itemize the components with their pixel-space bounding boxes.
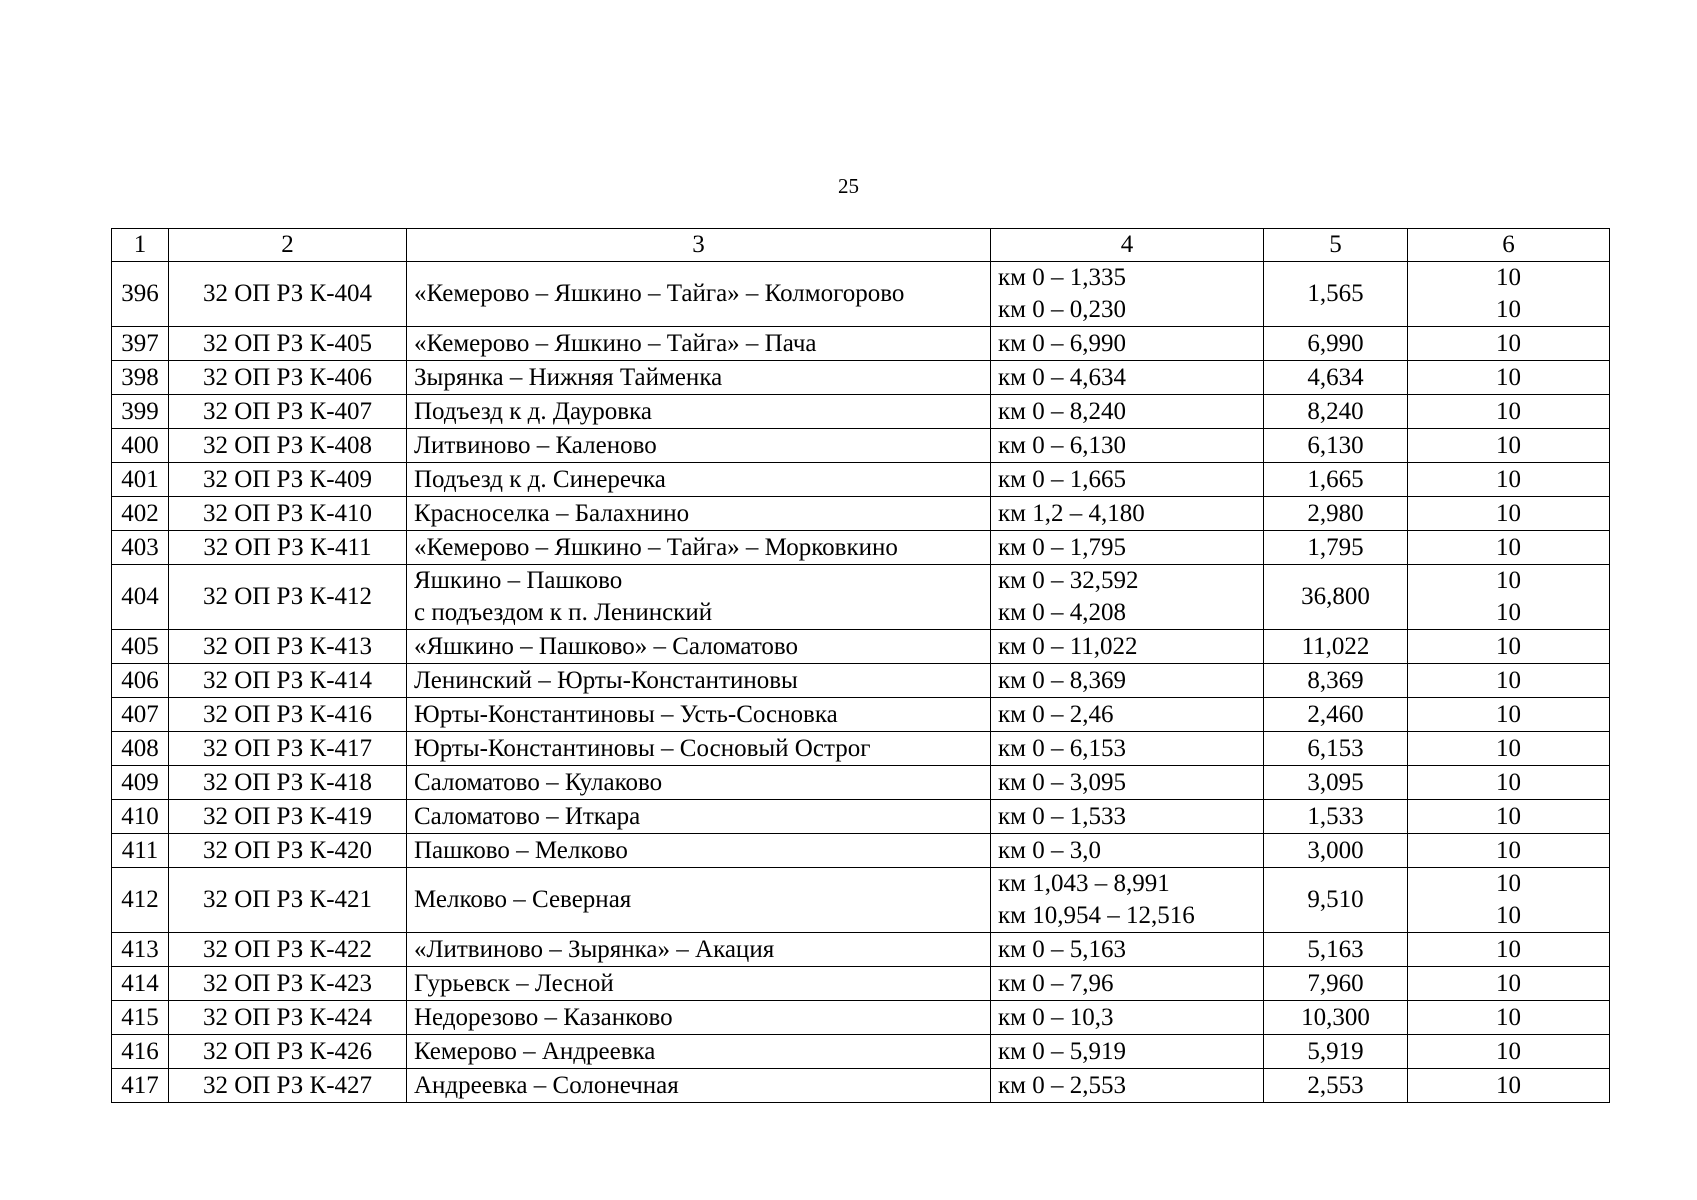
road-name-cell-line: «Кемерово – Яшкино – Тайга» – Пача: [414, 329, 817, 357]
category-cell: [1408, 1001, 1610, 1035]
km-range-cell: [991, 868, 1264, 933]
road-code-cell: 32 ОП РЗ К-417: [169, 732, 407, 766]
length-cell: 1,795: [1264, 531, 1408, 565]
road-name-cell: [407, 327, 991, 361]
road-code-cell: 32 ОП РЗ К-407: [169, 395, 407, 429]
table-row: [112, 800, 1610, 834]
page-number: 25: [838, 174, 859, 198]
table-row: [112, 395, 1610, 429]
table-row: [112, 531, 1610, 565]
row-number-cell: 406: [112, 664, 169, 698]
road-name-cell-line: Зырянка – Нижняя Тайменка: [414, 363, 723, 391]
table-body: [112, 262, 1610, 1103]
category-cell-line: 10: [1496, 768, 1521, 796]
length-cell: 6,130: [1264, 429, 1408, 463]
length-cell: 7,960: [1264, 967, 1408, 1001]
road-name-cell: [407, 1001, 991, 1035]
km-range-cell-line: км 0 – 1,795: [998, 533, 1126, 561]
table-row: [112, 698, 1610, 732]
road-code-cell: 32 ОП РЗ К-404: [169, 262, 407, 327]
road-code-cell: 32 ОП РЗ К-424: [169, 1001, 407, 1035]
category-cell: [1408, 800, 1610, 834]
road-name-cell: [407, 429, 991, 463]
column-header-5: 5: [1264, 229, 1408, 262]
road-code-cell: 32 ОП РЗ К-423: [169, 967, 407, 1001]
row-number-cell: 416: [112, 1035, 169, 1069]
roads-table: [111, 228, 1610, 1103]
road-name-cell-line: Саломатово – Иткара: [414, 802, 641, 830]
category-cell: [1408, 664, 1610, 698]
category-cell: [1408, 933, 1610, 967]
road-name-cell-line: Мелково – Северная: [414, 886, 632, 913]
row-number-cell: 408: [112, 732, 169, 766]
category-cell-line: 10: [1496, 465, 1521, 493]
length-cell: 3,095: [1264, 766, 1408, 800]
length-cell: 8,369: [1264, 664, 1408, 698]
road-name-cell: [407, 395, 991, 429]
road-name-cell: [407, 868, 991, 933]
km-range-cell-line: км 0 – 6,153: [998, 734, 1126, 762]
category-cell-line: 10: [1496, 1003, 1521, 1031]
road-code-cell: 32 ОП РЗ К-405: [169, 327, 407, 361]
category-cell-line: 10: [1496, 666, 1521, 694]
row-number-cell: 405: [112, 630, 169, 664]
category-cell: [1408, 429, 1610, 463]
km-range-cell-line: км 10,954 – 12,516: [998, 902, 1195, 929]
column-header-3: 3: [407, 229, 991, 262]
row-number-cell: 397: [112, 327, 169, 361]
row-number-cell: 413: [112, 933, 169, 967]
road-name-cell: [407, 698, 991, 732]
table-row: [112, 1035, 1610, 1069]
table-row: [112, 361, 1610, 395]
km-range-cell: [991, 361, 1264, 395]
table-row: [112, 967, 1610, 1001]
length-cell: 1,565: [1264, 262, 1408, 327]
road-name-cell: [407, 834, 991, 868]
km-range-cell: [991, 698, 1264, 732]
category-cell: [1408, 766, 1610, 800]
length-cell: 9,510: [1264, 868, 1408, 933]
category-cell: [1408, 630, 1610, 664]
road-code-cell: 32 ОП РЗ К-408: [169, 429, 407, 463]
road-code-cell: 32 ОП РЗ К-421: [169, 868, 407, 933]
table-row: [112, 933, 1610, 967]
category-cell-line: 10: [1496, 734, 1521, 762]
length-cell: 6,153: [1264, 732, 1408, 766]
column-header-2: 2: [169, 229, 407, 262]
category-cell-line: 10: [1496, 296, 1521, 323]
road-code-cell: 32 ОП РЗ К-410: [169, 497, 407, 531]
category-cell-line: 10: [1496, 567, 1521, 594]
km-range-cell-line: км 0 – 4,634: [998, 363, 1126, 391]
road-name-cell: [407, 531, 991, 565]
km-range-cell: [991, 834, 1264, 868]
category-cell-line: 10: [1496, 533, 1521, 561]
category-cell-line: 10: [1496, 935, 1521, 963]
km-range-cell: [991, 497, 1264, 531]
table-header-row: [112, 229, 1610, 262]
length-cell: 5,163: [1264, 933, 1408, 967]
category-cell: [1408, 565, 1610, 630]
table-row: [112, 732, 1610, 766]
length-cell: 5,919: [1264, 1035, 1408, 1069]
road-name-cell: [407, 630, 991, 664]
road-name-cell: [407, 565, 991, 630]
table-row: [112, 463, 1610, 497]
km-range-cell: [991, 1069, 1264, 1103]
length-cell: 1,665: [1264, 463, 1408, 497]
road-name-cell-line: Пашково – Мелково: [414, 836, 628, 864]
road-name-cell-line: Гурьевск – Лесной: [414, 969, 614, 997]
km-range-cell: [991, 262, 1264, 327]
road-name-cell: [407, 766, 991, 800]
length-cell: 2,980: [1264, 497, 1408, 531]
row-number-cell: 402: [112, 497, 169, 531]
road-name-cell-line: «Яшкино – Пашково» – Саломатово: [414, 632, 799, 660]
category-cell-line: 10: [1496, 632, 1521, 660]
km-range-cell: [991, 1001, 1264, 1035]
category-cell: [1408, 732, 1610, 766]
km-range-cell-line: км 0 – 8,240: [998, 397, 1126, 425]
category-cell: [1408, 834, 1610, 868]
category-cell-line: 10: [1496, 431, 1521, 459]
km-range-cell: [991, 565, 1264, 630]
km-range-cell-line: км 1,043 – 8,991: [998, 870, 1170, 897]
road-name-cell: [407, 262, 991, 327]
category-cell-line: 10: [1496, 902, 1521, 929]
table-row: [112, 664, 1610, 698]
km-range-cell-line: км 0 – 2,553: [998, 1071, 1126, 1099]
table-row: [112, 766, 1610, 800]
category-cell-line: 10: [1496, 264, 1521, 291]
length-cell: 8,240: [1264, 395, 1408, 429]
table-row: [112, 868, 1610, 933]
category-cell-line: 10: [1496, 329, 1521, 357]
column-header-4: 4: [991, 229, 1264, 262]
column-header-1: 1: [112, 229, 169, 262]
category-cell-line: 10: [1496, 1037, 1521, 1065]
table-row: [112, 834, 1610, 868]
km-range-cell-line: км 1,2 – 4,180: [998, 499, 1145, 527]
road-name-cell: [407, 1069, 991, 1103]
category-cell: [1408, 531, 1610, 565]
row-number-cell: 401: [112, 463, 169, 497]
category-cell-line: 10: [1496, 397, 1521, 425]
km-range-cell-line: км 0 – 1,533: [998, 802, 1126, 830]
road-name-cell-line: Юрты-Константиновы – Сосновый Острог: [414, 734, 871, 762]
table-row: [112, 630, 1610, 664]
road-name-cell: [407, 732, 991, 766]
road-name-cell-line: Подъезд к д. Синеречка: [414, 465, 666, 493]
table-row: [112, 262, 1610, 327]
road-name-cell: [407, 1035, 991, 1069]
road-code-cell: 32 ОП РЗ К-422: [169, 933, 407, 967]
road-code-cell: 32 ОП РЗ К-413: [169, 630, 407, 664]
table-row: [112, 1001, 1610, 1035]
length-cell: 36,800: [1264, 565, 1408, 630]
km-range-cell-line: км 0 – 6,130: [998, 431, 1126, 459]
length-cell: 4,634: [1264, 361, 1408, 395]
road-name-cell-line: Подъезд к д. Дауровка: [414, 397, 652, 425]
road-name-cell-line: Красноселка – Балахнино: [414, 499, 690, 527]
km-range-cell-line: км 0 – 8,369: [998, 666, 1126, 694]
km-range-cell: [991, 1035, 1264, 1069]
row-number-cell: 409: [112, 766, 169, 800]
table-row: [112, 497, 1610, 531]
category-cell: [1408, 395, 1610, 429]
length-cell: 2,460: [1264, 698, 1408, 732]
road-code-cell: 32 ОП РЗ К-427: [169, 1069, 407, 1103]
road-name-cell-line: «Кемерово – Яшкино – Тайга» – Колмогорово: [414, 280, 905, 307]
km-range-cell-line: км 0 – 5,919: [998, 1037, 1126, 1065]
category-cell: [1408, 497, 1610, 531]
km-range-cell: [991, 463, 1264, 497]
category-cell-line: 10: [1496, 969, 1521, 997]
road-name-cell-line: Яшкино – Пашково: [414, 567, 623, 594]
km-range-cell-line: км 0 – 2,46: [998, 700, 1114, 728]
row-number-cell: 396: [112, 262, 169, 327]
length-cell: 10,300: [1264, 1001, 1408, 1035]
road-name-cell-line: Андреевка – Солонечная: [414, 1071, 679, 1099]
km-range-cell: [991, 630, 1264, 664]
category-cell: [1408, 868, 1610, 933]
road-code-cell: 32 ОП РЗ К-411: [169, 531, 407, 565]
km-range-cell: [991, 327, 1264, 361]
road-name-cell: [407, 664, 991, 698]
category-cell: [1408, 463, 1610, 497]
table-row: [112, 565, 1610, 630]
road-name-cell: [407, 463, 991, 497]
road-name-cell-line: Недорезово – Казанково: [414, 1003, 673, 1031]
row-number-cell: 398: [112, 361, 169, 395]
km-range-cell: [991, 933, 1264, 967]
road-name-cell-line: «Кемерово – Яшкино – Тайга» – Морковкино: [414, 533, 898, 561]
km-range-cell: [991, 531, 1264, 565]
category-cell: [1408, 262, 1610, 327]
category-cell-line: 10: [1496, 599, 1521, 626]
road-name-cell-line: Кемерово – Андреевка: [414, 1037, 656, 1065]
road-code-cell: 32 ОП РЗ К-418: [169, 766, 407, 800]
table-row: [112, 429, 1610, 463]
category-cell: [1408, 1035, 1610, 1069]
road-code-cell: 32 ОП РЗ К-412: [169, 565, 407, 630]
road-name-cell-line: Ленинский – Юрты-Константиновы: [414, 666, 798, 694]
km-range-cell-line: км 0 – 32,592: [998, 567, 1139, 594]
row-number-cell: 417: [112, 1069, 169, 1103]
road-code-cell: 32 ОП РЗ К-420: [169, 834, 407, 868]
row-number-cell: 414: [112, 967, 169, 1001]
row-number-cell: 407: [112, 698, 169, 732]
km-range-cell: [991, 664, 1264, 698]
km-range-cell-line: км 0 – 3,095: [998, 768, 1126, 796]
row-number-cell: 400: [112, 429, 169, 463]
road-name-cell-line: Литвиново – Каленово: [414, 431, 657, 459]
category-cell-line: 10: [1496, 499, 1521, 527]
category-cell: [1408, 361, 1610, 395]
row-number-cell: 403: [112, 531, 169, 565]
category-cell: [1408, 327, 1610, 361]
category-cell: [1408, 1069, 1610, 1103]
category-cell-line: 10: [1496, 802, 1521, 830]
length-cell: 2,553: [1264, 1069, 1408, 1103]
km-range-cell-line: км 0 – 3,0: [998, 836, 1101, 864]
table-row: [112, 1069, 1610, 1103]
length-cell: 11,022: [1264, 630, 1408, 664]
road-code-cell: 32 ОП РЗ К-409: [169, 463, 407, 497]
km-range-cell: [991, 732, 1264, 766]
length-cell: 3,000: [1264, 834, 1408, 868]
length-cell: 1,533: [1264, 800, 1408, 834]
road-name-cell: [407, 361, 991, 395]
category-cell: [1408, 967, 1610, 1001]
road-name-cell-line: «Литвиново – Зырянка» – Акация: [414, 935, 775, 963]
row-number-cell: 411: [112, 834, 169, 868]
km-range-cell: [991, 967, 1264, 1001]
road-name-cell-line: Саломатово – Кулаково: [414, 768, 663, 796]
km-range-cell-line: км 0 – 11,022: [998, 632, 1138, 660]
km-range-cell-line: км 0 – 10,3: [998, 1003, 1114, 1031]
row-number-cell: 412: [112, 868, 169, 933]
category-cell: [1408, 698, 1610, 732]
row-number-cell: 399: [112, 395, 169, 429]
road-code-cell: 32 ОП РЗ К-419: [169, 800, 407, 834]
category-cell-line: 10: [1496, 836, 1521, 864]
km-range-cell: [991, 766, 1264, 800]
road-code-cell: 32 ОП РЗ К-406: [169, 361, 407, 395]
road-name-cell-line: Юрты-Константиновы – Усть-Сосновка: [414, 700, 838, 728]
category-cell-line: 10: [1496, 700, 1521, 728]
road-name-cell-line: с подъездом к п. Ленинский: [414, 599, 713, 626]
km-range-cell: [991, 395, 1264, 429]
road-name-cell: [407, 800, 991, 834]
category-cell-line: 10: [1496, 363, 1521, 391]
km-range-cell-line: км 0 – 6,990: [998, 329, 1126, 357]
km-range-cell-line: км 0 – 4,208: [998, 599, 1126, 626]
road-name-cell: [407, 497, 991, 531]
row-number-cell: 404: [112, 565, 169, 630]
category-cell-line: 10: [1496, 870, 1521, 897]
km-range-cell-line: км 0 – 0,230: [998, 296, 1126, 323]
road-code-cell: 32 ОП РЗ К-416: [169, 698, 407, 732]
column-header-6: 6: [1408, 229, 1610, 262]
road-code-cell: 32 ОП РЗ К-426: [169, 1035, 407, 1069]
road-name-cell: [407, 967, 991, 1001]
table-row: [112, 327, 1610, 361]
km-range-cell: [991, 429, 1264, 463]
category-cell-line: 10: [1496, 1071, 1521, 1099]
km-range-cell-line: км 0 – 5,163: [998, 935, 1126, 963]
km-range-cell: [991, 800, 1264, 834]
length-cell: 6,990: [1264, 327, 1408, 361]
km-range-cell-line: км 0 – 1,665: [998, 465, 1126, 493]
road-code-cell: 32 ОП РЗ К-414: [169, 664, 407, 698]
row-number-cell: 410: [112, 800, 169, 834]
km-range-cell-line: км 0 – 7,96: [998, 969, 1114, 997]
row-number-cell: 415: [112, 1001, 169, 1035]
km-range-cell-line: км 0 – 1,335: [998, 264, 1126, 291]
road-name-cell: [407, 933, 991, 967]
